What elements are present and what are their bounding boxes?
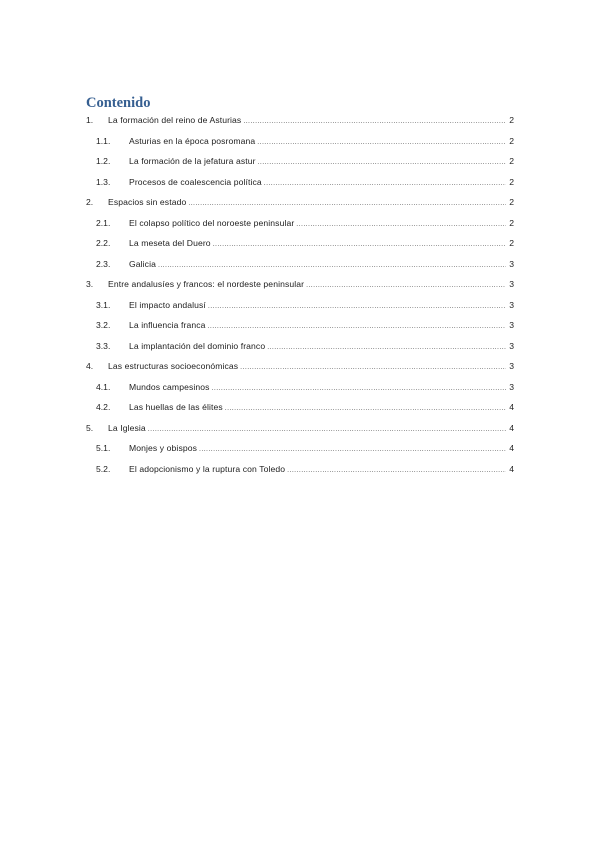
- toc-entry-number: 1.3.: [96, 176, 111, 187]
- toc-entry[interactable]: [86, 421, 514, 435]
- toc-entry-number: 1.1.: [96, 135, 111, 146]
- toc-entry-page-number: 4: [509, 463, 514, 474]
- toc-entry[interactable]: [86, 113, 514, 127]
- toc-entry-number: 1.2.: [96, 156, 111, 166]
- toc-entry-page-number: 2: [509, 115, 514, 125]
- toc-dot-leader: [199, 443, 506, 457]
- toc-entry-page-number: 3: [509, 361, 514, 371]
- toc-dot-leader: [257, 136, 506, 150]
- toc-entry-label: Espacios sin estado: [108, 197, 187, 207]
- toc-dot-leader: [208, 300, 506, 314]
- toc-entry-page-number: 4: [509, 402, 514, 412]
- toc-entry[interactable]: [96, 134, 514, 148]
- toc-dot-leader: [287, 464, 506, 478]
- toc-entry-label: La meseta del Duero: [129, 238, 211, 248]
- toc-entry-page-number: 2: [509, 217, 514, 228]
- toc-entry[interactable]: [96, 462, 514, 476]
- toc-entry[interactable]: [86, 277, 514, 291]
- toc-dot-leader: [258, 156, 506, 170]
- toc-dot-leader: [306, 279, 506, 293]
- toc-entry-number: 4.1.: [96, 381, 111, 392]
- toc-entry-number: 3.: [86, 279, 94, 289]
- toc-title: Contenido: [86, 95, 151, 111]
- toc-entry[interactable]: [96, 236, 514, 250]
- toc-entry-label: El adopcionismo y la ruptura con Toledo: [129, 463, 286, 474]
- toc-entry-label: La formación del reino de Asturias: [108, 115, 242, 125]
- toc-entry-page-number: 3: [509, 258, 514, 269]
- toc-entry-label: El impacto andalusí: [129, 299, 206, 310]
- toc-dot-leader: [296, 218, 506, 232]
- toc-entry-label: Las estructuras socioeconómicas: [108, 361, 239, 371]
- toc-entry[interactable]: [86, 359, 514, 373]
- toc-entry-label: La formación de la jefatura astur: [129, 156, 256, 166]
- toc-entry[interactable]: [96, 318, 514, 332]
- toc-entry-label: La Iglesia: [108, 422, 146, 433]
- toc-entry[interactable]: [96, 441, 514, 455]
- toc-entry-label: Mundos campesinos: [129, 381, 210, 392]
- toc-entry-number: 2.3.: [96, 258, 111, 269]
- toc-entry-number: 3.3.: [96, 340, 111, 351]
- toc-entry-page-number: 3: [509, 340, 514, 351]
- toc-entry-number: 5.2.: [96, 463, 111, 474]
- toc-dot-leader: [243, 115, 506, 129]
- toc-dot-leader: [213, 238, 506, 252]
- toc-entry-number: 2.2.: [96, 238, 111, 248]
- toc-entry-label: Las huellas de las élites: [129, 402, 223, 412]
- toc-entry[interactable]: [86, 195, 514, 209]
- toc-entry[interactable]: [96, 339, 514, 353]
- toc-entry-page-number: 2: [509, 197, 514, 207]
- toc-entry-label: Monjes y obispos: [129, 443, 197, 453]
- toc-entry-page-number: 3: [509, 299, 514, 310]
- toc-dot-leader: [188, 197, 506, 211]
- toc-dot-leader: [158, 259, 506, 273]
- toc-dot-leader: [212, 382, 506, 396]
- toc-entry-page-number: 2: [509, 238, 514, 248]
- toc-entry-page-number: 3: [509, 279, 514, 289]
- toc-entry-number: 4.: [86, 361, 94, 371]
- toc-entry-label: Procesos de coalescencia política: [129, 176, 262, 187]
- toc-entry-number: 2.: [86, 197, 94, 207]
- toc-entry[interactable]: [96, 400, 514, 414]
- toc-entry-label: Asturias en la época posromana: [129, 135, 256, 146]
- toc-entry-number: 2.1.: [96, 217, 111, 228]
- toc-entry-number: 5.: [86, 422, 94, 433]
- toc-entry[interactable]: [96, 298, 514, 312]
- toc-dot-leader: [225, 402, 506, 416]
- toc-dot-leader: [264, 177, 506, 191]
- toc-entry-page-number: 3: [509, 320, 514, 330]
- toc-entry[interactable]: [96, 380, 514, 394]
- toc-entry-label: Galicia: [129, 258, 156, 269]
- toc-entry-number: 5.1.: [96, 443, 111, 453]
- toc-entry-page-number: 4: [509, 422, 514, 433]
- toc-entry-page-number: 3: [509, 381, 514, 392]
- toc-entry[interactable]: [96, 175, 514, 189]
- toc-entry-number: 3.2.: [96, 320, 111, 330]
- toc-entry-label: Entre andalusíes y francos: el nordeste peninsular: [108, 279, 305, 289]
- toc-entry-page-number: 2: [509, 176, 514, 187]
- toc-dot-leader: [267, 341, 506, 355]
- toc-dot-leader: [208, 320, 506, 334]
- toc-entry-label: La implantación del dominio franco: [129, 340, 266, 351]
- toc-entry[interactable]: [96, 257, 514, 271]
- toc-dot-leader: [240, 361, 506, 375]
- toc-entry-page-number: 4: [509, 443, 514, 453]
- toc-entry[interactable]: [96, 216, 514, 230]
- toc-entry-number: 3.1.: [96, 299, 111, 310]
- toc-entry[interactable]: [96, 154, 514, 168]
- toc-entry-page-number: 2: [509, 135, 514, 146]
- toc-entry-number: 1.: [86, 115, 94, 125]
- toc-entry-label: El colapso político del noroeste peninsular: [129, 217, 295, 228]
- toc-entry-page-number: 2: [509, 156, 514, 166]
- toc-entry-number: 4.2.: [96, 402, 111, 412]
- toc-dot-leader: [148, 423, 506, 437]
- toc-entry-label: La influencia franca: [129, 320, 206, 330]
